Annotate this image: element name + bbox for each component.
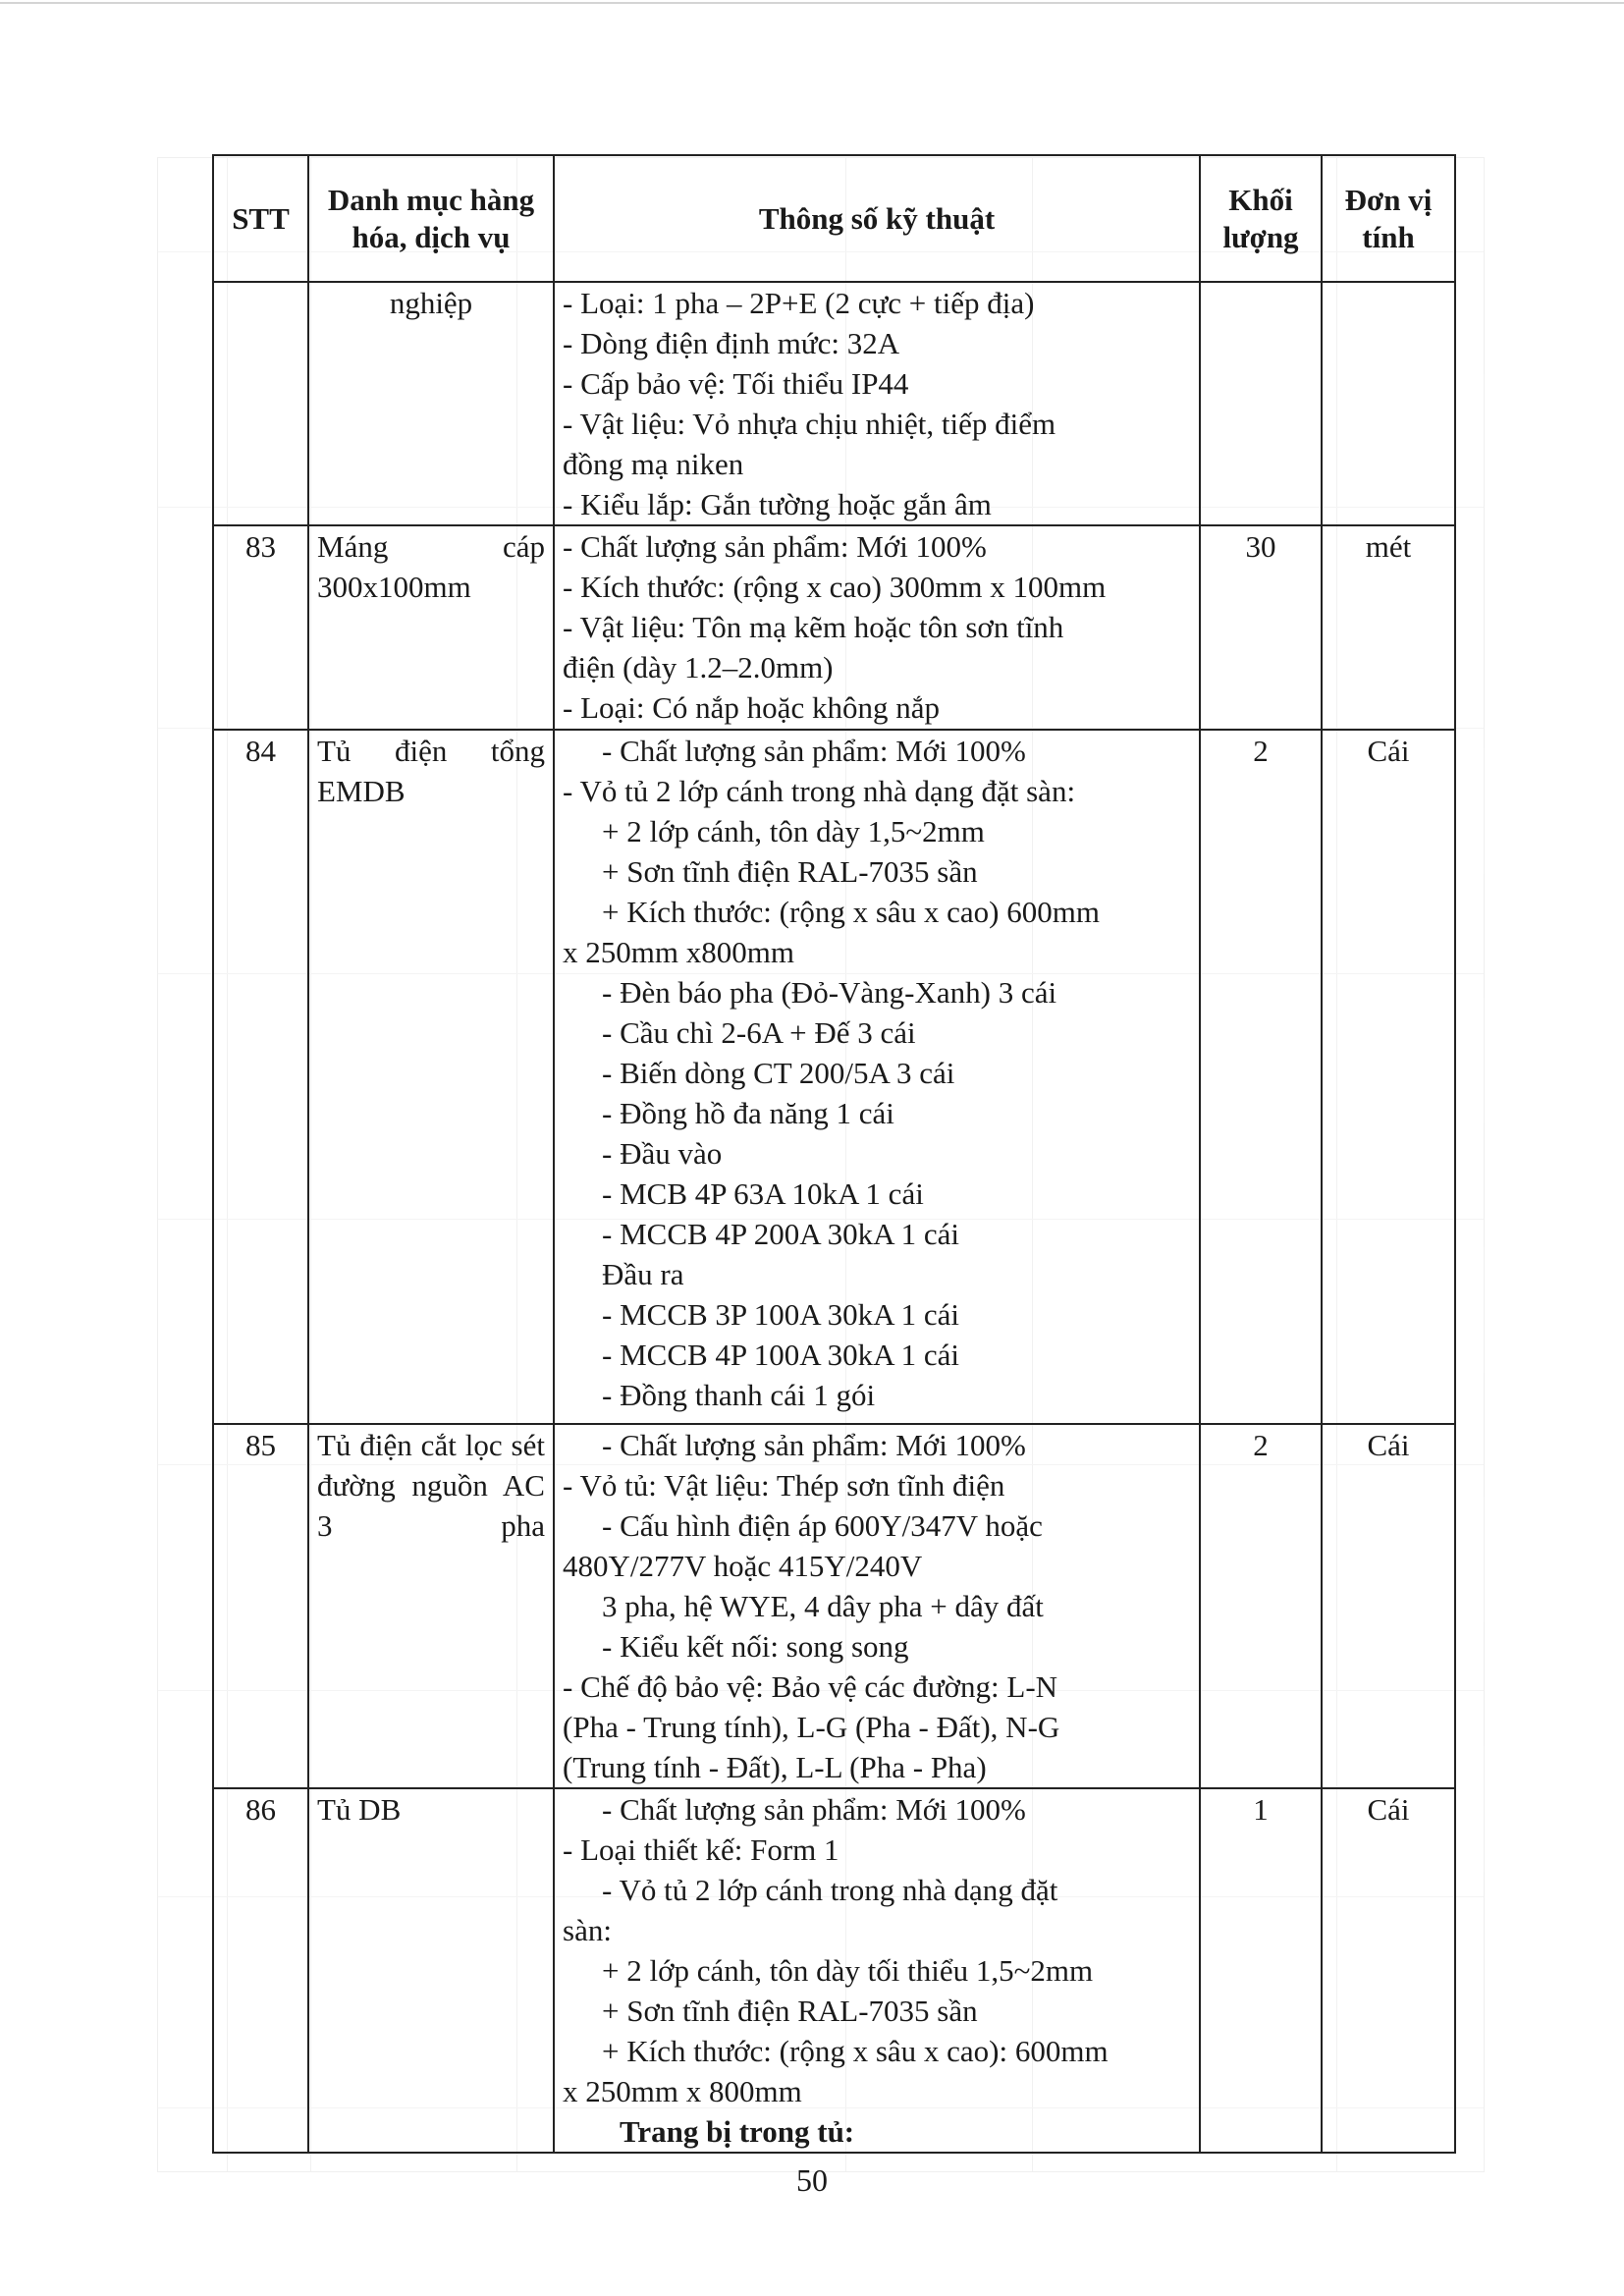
spec-line: - MCCB 4P 100A 30kA 1 cái [602,1338,959,1372]
row-stt: 83 [213,525,308,730]
row-spec [554,1788,1200,2153]
spec-line: - MCCB 3P 100A 30kA 1 cái [602,1297,959,1332]
row-unit: Cái [1322,730,1455,1424]
row-unit [1322,282,1455,525]
spec-line: - Đồng hồ đa năng 1 cái [602,1096,894,1130]
spec-line: - Dòng điện định mức: 32A [563,326,900,360]
spec-line: - Vỏ tủ: Vật liệu: Thép sơn tĩnh điện [563,1468,1005,1503]
spec-line: - Loại: Có nắp hoặc không nắp [563,690,940,725]
table-row [213,282,1455,525]
spec-line: + Sơn tĩnh điện RAL-7035 sần [602,1994,978,2028]
spec-line: + 2 lớp cánh, tôn dày tối thiểu 1,5~2mm [602,1953,1094,1988]
scan-edge-rule [0,2,1624,4]
spec-line: - Chế độ bảo vệ: Bảo vệ các đường: L-N [563,1669,1058,1704]
row-item-name: Tủ điện tổng EMDB [308,730,554,1424]
spec-line: - Chất lượng sản phẩm: Mới 100% [563,529,987,564]
spec-line: - Đầu vào [602,1136,723,1171]
spec-line: - Chất lượng sản phẩm: Mới 100% [602,1792,1026,1827]
table-header-row [213,155,1455,282]
row-quantity: 2 [1200,730,1322,1424]
spec-line: - Cấu hình điện áp 600Y/347V hoặc [602,1508,1043,1543]
row-stt [213,282,308,525]
row-item-name: nghiệp [308,282,554,525]
spec-line: - Đồng thanh cái 1 gói [602,1378,876,1412]
row-quantity: 30 [1200,525,1322,730]
header-unit: Đơn vị tính [1322,155,1455,282]
header-spec: Thông số kỹ thuật [554,155,1200,282]
spec-line: - Vỏ tủ 2 lớp cánh trong nhà dạng đặt [602,1873,1058,1907]
header-stt: STT [213,155,308,282]
row-quantity: 1 [1200,1788,1322,2153]
row-spec [554,1424,1200,1788]
spec-line: - Đèn báo pha (Đỏ-Vàng-Xanh) 3 cái [602,975,1057,1010]
row-item-name: Tủ DB [308,1788,554,2153]
header-quantity: Khối lượng [1200,155,1322,282]
row-spec [554,282,1200,525]
spec-line: (Trung tính - Đất), L-L (Pha - Pha) [563,1750,987,1784]
spec-line: - Chất lượng sản phẩm: Mới 100% [602,1428,1026,1462]
spec-line: - MCCB 4P 200A 30kA 1 cái [602,1217,959,1251]
row-unit: Cái [1322,1788,1455,2153]
spec-line: 3 pha, hệ WYE, 4 dây pha + dây đất [602,1589,1044,1623]
table-row [213,730,1455,1424]
spec-line: - Cấp bảo vệ: Tối thiểu IP44 [563,366,909,401]
spec-line: - Kích thước: (rộng x cao) 300mm x 100mm [563,570,1107,604]
spec-line: - Vật liệu: Tôn mạ kẽm hoặc tôn sơn tĩnh [563,610,1064,644]
spec-line: - Kiểu kết nối: song song [602,1629,909,1664]
row-unit: Cái [1322,1424,1455,1788]
spec-line: - Biến dòng CT 200/5A 3 cái [602,1056,955,1090]
row-stt: 86 [213,1788,308,2153]
row-stt: 84 [213,730,308,1424]
spec-line: (Pha - Trung tính), L-G (Pha - Đất), N-G [563,1710,1060,1744]
table-row [213,1788,1455,2153]
spec-line: - Loại thiết kế: Form 1 [563,1832,839,1867]
spec-line: + Sơn tĩnh điện RAL-7035 sần [602,854,978,889]
spec-line: x 250mm x 800mm [563,2074,802,2108]
spec-line: - Chất lượng sản phẩm: Mới 100% [602,734,1026,768]
row-stt: 85 [213,1424,308,1788]
spec-line: - Loại: 1 pha – 2P+E (2 cực + tiếp địa) [563,286,1035,320]
row-quantity [1200,282,1322,525]
row-item-name: Máng cáp 300x100mm [308,525,554,730]
spec-line: đồng mạ niken [563,447,744,481]
spec-line: - MCB 4P 63A 10kA 1 cái [602,1176,924,1211]
spec-line: sàn: [563,1913,612,1947]
spec-line: + 2 lớp cánh, tôn dày 1,5~2mm [602,814,985,848]
spec-line: 480Y/277V hoặc 415Y/240V [563,1549,923,1583]
spec-line: - Vỏ tủ 2 lớp cánh trong nhà dạng đặt sàn: [563,774,1076,808]
table-row [213,525,1455,730]
page-number: 50 [796,2162,828,2198]
spec-line: Đầu ra [602,1257,684,1291]
spec-line: - Kiểu lắp: Gắn tường hoặc gắn âm [563,487,992,521]
spec-line: Trang bị trong tủ: [620,2114,855,2149]
row-spec [554,730,1200,1424]
spec-line: x 250mm x800mm [563,935,794,969]
spec-line: + Kích thước: (rộng x sâu x cao) 600mm [602,895,1100,929]
spec-line: - Vật liệu: Vỏ nhựa chịu nhiệt, tiếp điểm [563,407,1056,441]
row-unit: mét [1322,525,1455,730]
specification-table [212,154,1456,2154]
spec-line: điện (dày 1.2–2.0mm) [563,650,834,684]
spec-line: - Cầu chì 2-6A + Đế 3 cái [602,1015,916,1050]
row-spec [554,525,1200,730]
spec-line: + Kích thước: (rộng x sâu x cao): 600mm [602,2034,1109,2068]
table-row [213,1424,1455,1788]
header-item-name: Danh mục hàng hóa, dịch vụ [308,155,554,282]
row-item-name: Tủ điện cắt lọc sét đường nguồn AC 3 pha [308,1424,554,1788]
row-quantity: 2 [1200,1424,1322,1788]
